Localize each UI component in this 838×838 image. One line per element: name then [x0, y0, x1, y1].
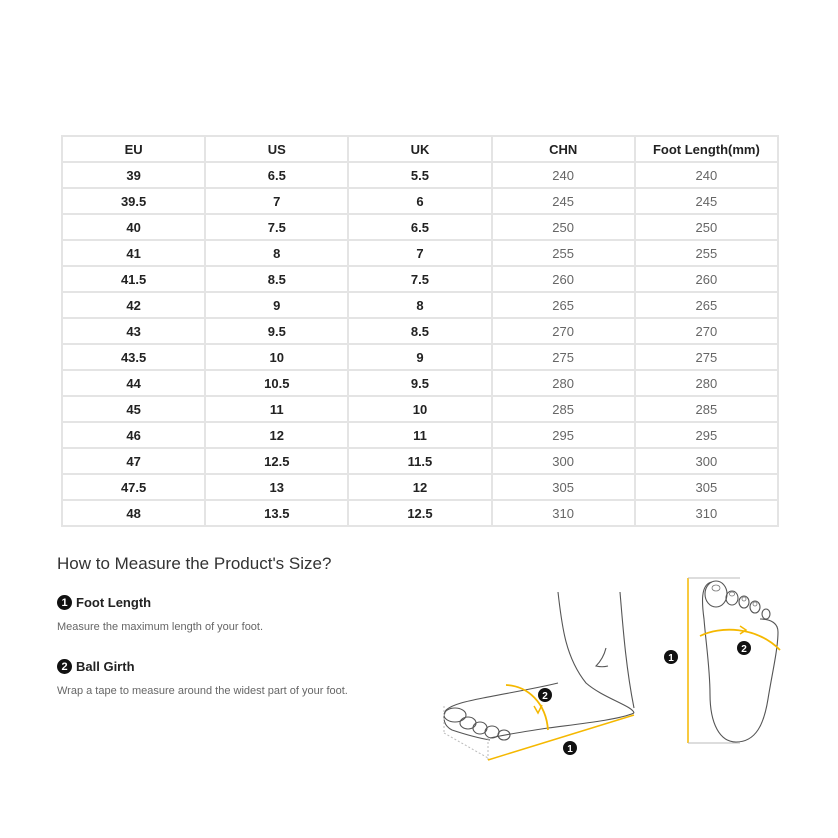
table-cell: 6.5: [348, 214, 491, 240]
table-cell: 7.5: [348, 266, 491, 292]
table-cell: 285: [635, 396, 778, 422]
table-row: [62, 240, 778, 266]
size-chart-table: [61, 135, 779, 527]
step-description: Wrap a tape to measure around the widest part of your foot.: [57, 685, 348, 697]
table-cell: 41.5: [62, 266, 205, 292]
column-header: EU: [62, 136, 205, 162]
column-header: UK: [348, 136, 491, 162]
table-row: [62, 474, 778, 500]
diagram-marker: 2: [741, 644, 747, 655]
table-cell: 45: [62, 396, 205, 422]
table-cell: 39: [62, 162, 205, 188]
table-cell: 41: [62, 240, 205, 266]
step-number-badge: 2: [57, 659, 72, 674]
column-header: US: [205, 136, 348, 162]
table-cell: 7: [348, 240, 491, 266]
table-cell: 47: [62, 448, 205, 474]
table-cell: 255: [492, 240, 635, 266]
table-cell: 270: [492, 318, 635, 344]
diagram-marker: 1: [567, 744, 573, 755]
table-cell: 40: [62, 214, 205, 240]
table-cell: 11: [205, 396, 348, 422]
table-row: [62, 292, 778, 318]
table-cell: 280: [635, 370, 778, 396]
table-cell: 44: [62, 370, 205, 396]
step-foot-length: [57, 595, 151, 610]
table-cell: 11: [348, 422, 491, 448]
table-cell: 260: [635, 266, 778, 292]
table-cell: 42: [62, 292, 205, 318]
table-cell: 280: [492, 370, 635, 396]
diagram-marker: 1: [668, 653, 674, 664]
table-cell: 43: [62, 318, 205, 344]
table-cell: 8.5: [348, 318, 491, 344]
table-cell: 8: [205, 240, 348, 266]
table-cell: 12.5: [348, 500, 491, 526]
table-cell: 9: [348, 344, 491, 370]
step-number-badge: 1: [57, 595, 72, 610]
table-row: [62, 344, 778, 370]
table-cell: 285: [492, 396, 635, 422]
table-cell: 250: [492, 214, 635, 240]
table-cell: 310: [492, 500, 635, 526]
table-cell: 245: [635, 188, 778, 214]
table-row: [62, 396, 778, 422]
table-cell: 10.5: [205, 370, 348, 396]
table-cell: 8: [348, 292, 491, 318]
table-cell: 5.5: [348, 162, 491, 188]
table-row: [62, 500, 778, 526]
table-cell: 265: [635, 292, 778, 318]
table-cell: 43.5: [62, 344, 205, 370]
measure-title: How to Measure the Product's Size?: [57, 554, 332, 573]
table-cell: 10: [348, 396, 491, 422]
table-cell: 6.5: [205, 162, 348, 188]
table-cell: 250: [635, 214, 778, 240]
table-row: [62, 448, 778, 474]
table-row: [62, 318, 778, 344]
table-cell: 260: [492, 266, 635, 292]
table-cell: 7: [205, 188, 348, 214]
step-label: Ball Girth: [76, 659, 135, 674]
diagram-marker: 2: [542, 691, 548, 702]
table-cell: 300: [635, 448, 778, 474]
table-cell: 10: [205, 344, 348, 370]
table-cell: 47.5: [62, 474, 205, 500]
table-cell: 245: [492, 188, 635, 214]
table-cell: 300: [492, 448, 635, 474]
table-cell: 265: [492, 292, 635, 318]
table-cell: 295: [492, 422, 635, 448]
table-cell: 305: [635, 474, 778, 500]
table-cell: 48: [62, 500, 205, 526]
table-cell: 11.5: [348, 448, 491, 474]
table-cell: 275: [492, 344, 635, 370]
table-cell: 9: [205, 292, 348, 318]
table-cell: 13: [205, 474, 348, 500]
table-cell: 295: [635, 422, 778, 448]
foot-top-illustration-icon: [660, 574, 790, 749]
table-cell: 46: [62, 422, 205, 448]
table-cell: 39.5: [62, 188, 205, 214]
table-row: [62, 422, 778, 448]
table-cell: 12: [205, 422, 348, 448]
column-header: CHN: [492, 136, 635, 162]
table-cell: 275: [635, 344, 778, 370]
table-row: [62, 370, 778, 396]
table-header-row: [62, 136, 778, 162]
table-cell: 255: [635, 240, 778, 266]
table-row: [62, 214, 778, 240]
table-cell: 310: [635, 500, 778, 526]
table-cell: 6: [348, 188, 491, 214]
table-cell: 13.5: [205, 500, 348, 526]
table-cell: 240: [492, 162, 635, 188]
table-cell: 8.5: [205, 266, 348, 292]
table-cell: 240: [635, 162, 778, 188]
table-cell: 12.5: [205, 448, 348, 474]
table-row: [62, 266, 778, 292]
step-description: Measure the maximum length of your foot.: [57, 621, 264, 633]
table-row: [62, 188, 778, 214]
foot-side-illustration-icon: [438, 588, 648, 768]
table-cell: 270: [635, 318, 778, 344]
table-row: [62, 162, 778, 188]
step-label: Foot Length: [76, 595, 152, 610]
step-ball-girth: [57, 659, 135, 674]
table-cell: 9.5: [205, 318, 348, 344]
table-cell: 12: [348, 474, 491, 500]
table-cell: 7.5: [205, 214, 348, 240]
table-cell: 305: [492, 474, 635, 500]
column-header: Foot Length(mm): [635, 136, 778, 162]
table-cell: 9.5: [348, 370, 491, 396]
